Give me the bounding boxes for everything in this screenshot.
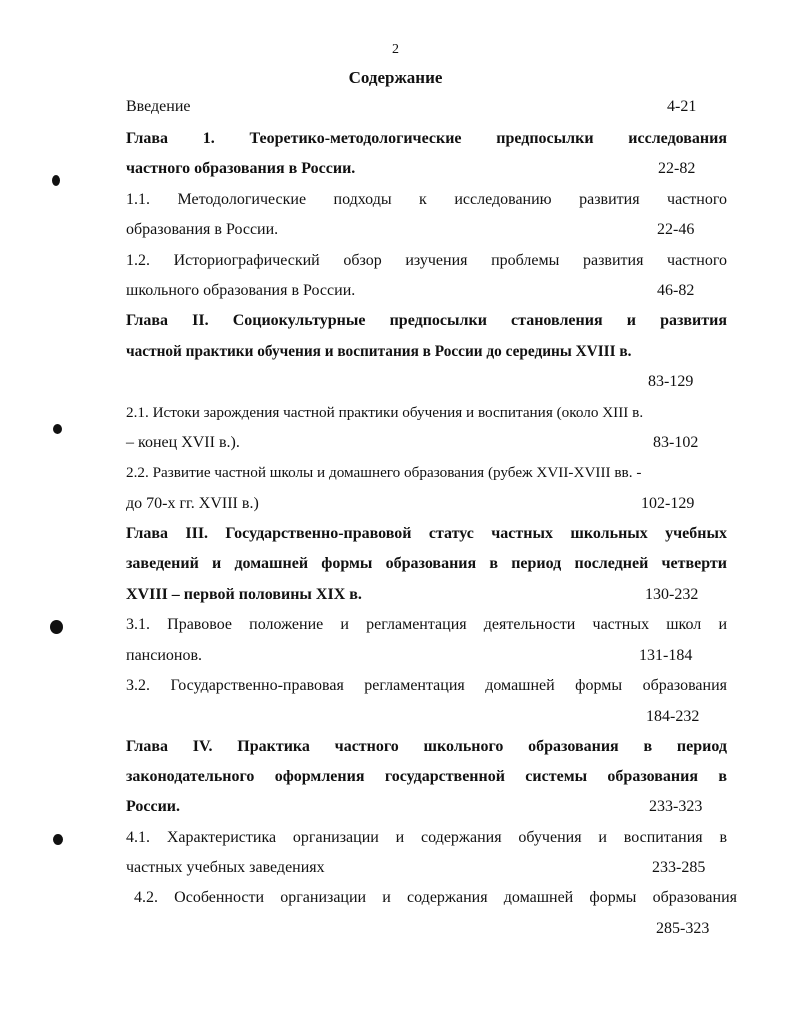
toc-section-2-1-line-2: – конец XVII в.). bbox=[126, 434, 240, 451]
toc-section-4-2-pages: 285-323 bbox=[656, 920, 710, 937]
toc-section-4-2-line-1: 4.2. Особенности организации и содержания домашней формы образования bbox=[134, 889, 737, 906]
toc-section-4-1-line-1: 4.1. Характеристика организации и содержания обучения и воспитания в bbox=[126, 829, 727, 846]
toc-chapter-2-line-1: Глава II. Социокультурные предпосылки становления и развития bbox=[126, 312, 727, 329]
toc-chapter-2-line-2: частной практики обучения и воспитания в России до середины XVIII в. bbox=[126, 343, 632, 360]
toc-section-2-1-line-1: 2.1. Истоки зарождения частной практики обучения и воспитания (около XIII в. bbox=[126, 404, 644, 421]
toc-section-4-1-pages: 233-285 bbox=[652, 859, 706, 876]
toc-section-1-1-pages: 22-46 bbox=[657, 221, 695, 238]
toc-chapter-4-pages: 233-323 bbox=[649, 798, 703, 815]
toc-chapter-4-line-1: Глава IV. Практика частного школьного образования в период bbox=[126, 738, 727, 755]
margin-mark bbox=[52, 175, 60, 186]
toc-chapter-3-pages: 130-232 bbox=[645, 586, 699, 603]
toc-section-2-2-pages: 102-129 bbox=[641, 495, 695, 512]
toc-chapter-4-line-2: законодательного оформления государственной системы образования в bbox=[126, 768, 727, 785]
toc-section-1-2-line-1: 1.2. Историографический обзор изучения проблемы развития частного bbox=[126, 252, 727, 269]
toc-section-3-1-line-2: пансионов. bbox=[126, 647, 203, 664]
toc-chapter-3-line-1: Глава III. Государственно-правовой статус частных школьных учебных bbox=[126, 525, 727, 542]
toc-chapter-3-line-2: заведений и домашней формы образования в период последней четверти bbox=[126, 555, 727, 572]
toc-chapter-1-pages: 22-82 bbox=[658, 160, 696, 177]
margin-mark bbox=[50, 620, 63, 634]
toc-chapter-2-pages: 83-129 bbox=[648, 373, 694, 390]
margin-mark bbox=[53, 424, 62, 434]
toc-section-3-2-pages: 184-232 bbox=[646, 708, 700, 725]
page-title: Содержание bbox=[348, 68, 443, 87]
toc-section-3-1-line-1: 3.1. Правовое положение и регламентация деятельности частных школ и bbox=[126, 616, 727, 633]
toc-chapter-1-line-2: частного образования в России. bbox=[126, 160, 356, 177]
toc-section-2-1-pages: 83-102 bbox=[653, 434, 699, 451]
toc-intro-pages: 4-21 bbox=[667, 98, 697, 115]
toc-chapter-4-line-3: России. bbox=[126, 798, 181, 815]
toc-section-1-1-line-2: образования в России. bbox=[126, 221, 279, 238]
toc-intro: Введение bbox=[126, 98, 191, 115]
toc-section-4-1-line-2: частных учебных заведениях bbox=[126, 859, 325, 876]
toc-chapter-3-line-3: XVIII – первой половины XIX в. bbox=[126, 586, 362, 603]
toc-section-3-2-line-1: 3.2. Государственно-правовая регламентация домашней формы образования bbox=[126, 677, 727, 694]
toc-section-1-2-pages: 46-82 bbox=[657, 282, 695, 299]
page-number: 2 bbox=[392, 42, 399, 57]
toc-section-3-1-pages: 131-184 bbox=[639, 647, 693, 664]
toc-section-2-2-line-1: 2.2. Развитие частной школы и домашнего образования (рубеж XVII-XVIII вв. - bbox=[126, 464, 642, 481]
toc-chapter-1-line-1: Глава 1. Теоретико-методологические предпосылки исследования bbox=[126, 130, 727, 147]
margin-mark bbox=[53, 834, 63, 845]
toc-section-1-1-line-1: 1.1. Методологические подходы к исследованию развития частного bbox=[126, 191, 727, 208]
toc-section-1-2-line-2: школьного образования в России. bbox=[126, 282, 356, 299]
toc-section-2-2-line-2: до 70-х гг. XVIII в.) bbox=[126, 495, 259, 512]
